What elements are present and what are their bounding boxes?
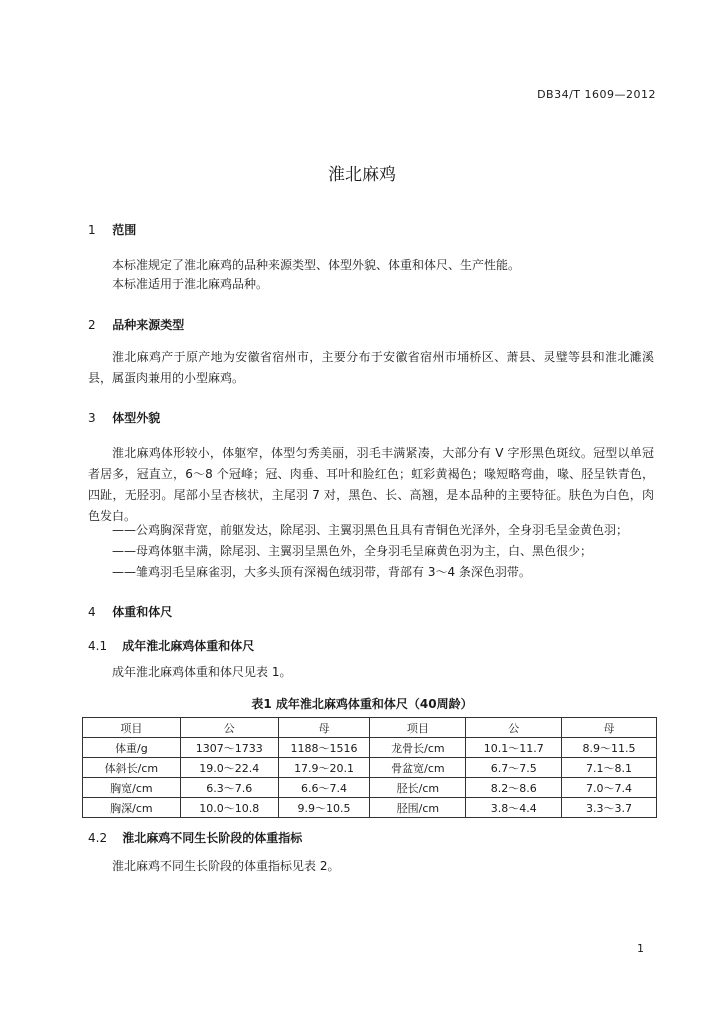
page-number: 1 <box>637 942 644 955</box>
table-cell: 胸深/cm <box>83 798 181 818</box>
section-2-paragraph: 淮北麻鸡产于原产地为安徽省宿州市，主要分布于安徽省宿州市埇桥区、萧县、灵璧等县和淮北濉溪县，属蛋肉兼用的小型麻鸡。 <box>88 350 654 385</box>
section-4-1-heading <box>88 637 254 654</box>
table-cell: 胫长/cm <box>370 778 466 798</box>
table-cell: 1188～1516 <box>278 738 370 758</box>
table-cell: 6.7～7.5 <box>466 758 562 778</box>
table-cell: 10.1～11.7 <box>466 738 562 758</box>
table-cell: 1307～1733 <box>180 738 278 758</box>
table-cell: 8.2～8.6 <box>466 778 562 798</box>
section-4-2-paragraph: 淮北麻鸡不同生长阶段的体重指标见表 2。 <box>112 859 340 873</box>
section-1-heading <box>88 221 136 238</box>
section-title: 淮北麻鸡不同生长阶段的体重指标 <box>122 831 303 845</box>
section-number: 4.2 <box>88 831 108 845</box>
column-header: 母 <box>562 718 657 738</box>
section-1-paragraph-1: 本标准规定了淮北麻鸡的品种来源类型、体型外貌、体重和体尺、生产性能。 <box>112 258 521 272</box>
section-number: 1 <box>88 223 96 237</box>
table-cell: 19.0～22.4 <box>180 758 278 778</box>
table-cell: 6.6～7.4 <box>278 778 370 798</box>
table-cell: 骨盆宽/cm <box>370 758 466 778</box>
column-header: 母 <box>278 718 370 738</box>
section-number: 3 <box>88 411 96 425</box>
section-title: 品种来源类型 <box>112 318 185 332</box>
chick-description: ——雏鸡羽毛呈麻雀羽，大多头顶有深褐色绒羽带，背部有 3～4 条深色羽带。 <box>112 565 531 579</box>
standard-code: DB34/T 1609—2012 <box>537 88 656 101</box>
table-row <box>83 738 657 758</box>
section-title: 体重和体尺 <box>112 605 173 619</box>
section-4-heading <box>88 603 172 620</box>
table-cell: 体重/g <box>83 738 181 758</box>
section-4-2-heading <box>88 829 302 846</box>
hen-description: ——母鸡体躯丰满，除尾羽、主翼羽呈黑色外，全身羽毛呈麻黄色羽为主，白、黑色很少； <box>112 544 593 558</box>
table-cell: 体斜长/cm <box>83 758 181 778</box>
table-1 <box>82 717 657 818</box>
section-4-1-paragraph: 成年淮北麻鸡体重和体尺见表 1。 <box>112 665 292 679</box>
section-1-paragraph-2: 本标准适用于淮北麻鸡品种。 <box>112 277 269 291</box>
table-cell: 6.3～7.6 <box>180 778 278 798</box>
column-header: 项目 <box>83 718 181 738</box>
section-3-heading <box>88 409 160 426</box>
table-header-row <box>83 718 657 738</box>
column-header: 公 <box>466 718 562 738</box>
section-number: 4 <box>88 605 96 619</box>
table-cell: 9.9～10.5 <box>278 798 370 818</box>
table-cell: 3.8～4.4 <box>466 798 562 818</box>
section-title: 成年淮北麻鸡体重和体尺 <box>122 639 255 653</box>
table-cell: 10.0～10.8 <box>180 798 278 818</box>
table-row <box>83 778 657 798</box>
table-row <box>83 758 657 778</box>
table-cell: 龙骨长/cm <box>370 738 466 758</box>
section-number: 4.1 <box>88 639 108 653</box>
column-header: 公 <box>180 718 278 738</box>
table-cell: 7.1～8.1 <box>562 758 657 778</box>
document-title: 淮北麻鸡 <box>328 165 396 185</box>
table-cell: 3.3～3.7 <box>562 798 657 818</box>
table-cell: 胸宽/cm <box>83 778 181 798</box>
section-title: 范围 <box>112 223 137 237</box>
rooster-description: ——公鸡胸深背宽，前躯发达，除尾羽、主翼羽黑色且具有青铜色光泽外，全身羽毛呈金黄色羽； <box>112 523 629 537</box>
section-number: 2 <box>88 318 96 332</box>
table-row <box>83 798 657 818</box>
table-cell: 7.0～7.4 <box>562 778 657 798</box>
column-header: 项目 <box>370 718 466 738</box>
table-cell: 17.9～20.1 <box>278 758 370 778</box>
section-2-heading <box>88 316 184 333</box>
table-cell: 8.9～11.5 <box>562 738 657 758</box>
section-3-paragraph: 淮北麻鸡体形较小，体躯窄，体型匀秀美丽，羽毛丰满紧凑，大部分有 V 字形黑色斑纹。冠型以单冠者居多，冠直立，6～8 个冠峰；冠、肉垂、耳叶和脸红色；虹彩黄褐色；喙短略弯曲，喙、胫呈铁青色，四趾，无胫羽。尾部小呈杏核状，主尾羽 7 对，黑色、长、高翘，是本品种的主要特征。肤色为白色，肉色发白。 <box>88 446 654 523</box>
table-1-caption: 表1 成年淮北麻鸡体重和体尺（40周龄） <box>251 697 473 711</box>
table-cell: 胫围/cm <box>370 798 466 818</box>
section-title: 体型外貌 <box>112 411 161 425</box>
